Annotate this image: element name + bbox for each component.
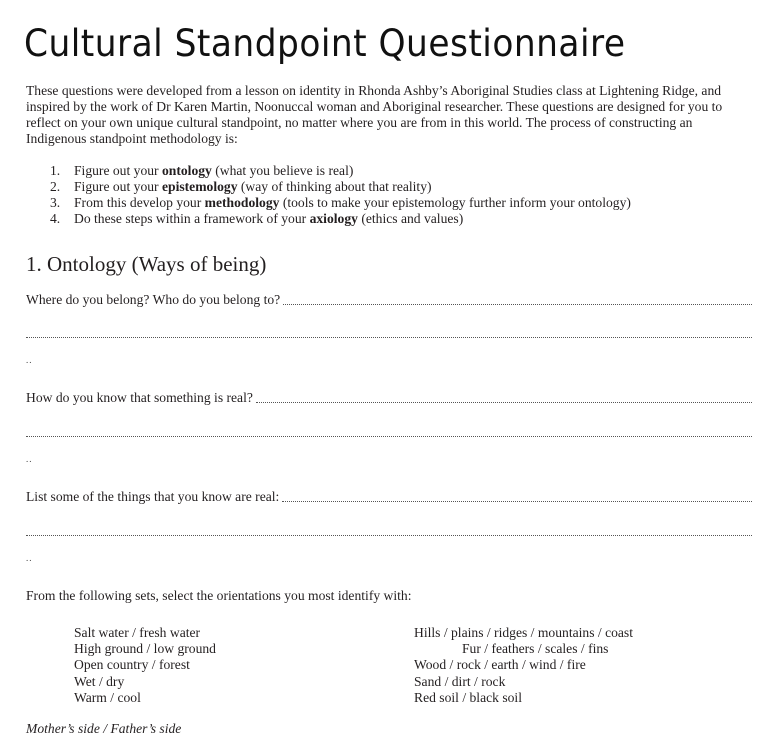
orientation-option[interactable]: Salt water / fresh water	[74, 625, 201, 640]
step-term: epistemology	[161, 179, 238, 194]
step-number: 3.	[50, 195, 61, 210]
orientation-option[interactable]: Red soil / black soil	[414, 689, 522, 705]
methodology-steps	[50, 163, 631, 227]
step-item	[50, 195, 631, 211]
orientation-option[interactable]: Fur / feathers / scales / fins	[462, 641, 609, 657]
step-text: Do these steps within a framework of your	[74, 211, 310, 226]
section-heading: 1. Ontology (Ways of being)	[26, 252, 267, 276]
intro-paragraph: These questions were developed from a lesson on identity in Rhonda Ashby’s Aboriginal Studies class at Lightening Ridge, and inspired by the work of Dr Karen Martin, Noonuccal woman and Aboriginal researcher. These questions are designed for you to reflect on your own unique cultural standpoint, no matter where you are from in this world. The process of constructing an Indigenous standpoint methodology is:	[26, 83, 723, 146]
step-text: (what you believe is real)	[211, 163, 354, 178]
question-belong	[26, 292, 752, 308]
orientations-left-list	[74, 625, 216, 706]
orientations-right-list	[414, 625, 633, 706]
orientation-option[interactable]: Warm / cool	[74, 689, 141, 705]
step-term: ontology	[161, 163, 212, 178]
step-number: 4.	[50, 211, 61, 226]
question-list-real	[26, 489, 752, 505]
answer-line[interactable]	[283, 303, 752, 305]
orientation-option[interactable]: Sand / dirt / rock	[414, 673, 506, 689]
answer-line[interactable]	[256, 401, 752, 403]
step-text: Figure out your	[74, 179, 162, 194]
orientation-option[interactable]: Wood / rock / earth / wind / fire	[414, 657, 586, 673]
step-text: Figure out your	[74, 163, 162, 178]
trailing-mark: ..	[26, 454, 33, 464]
lineage-option[interactable]: Mother’s side / Father’s side	[26, 721, 182, 736]
step-term: axiology	[309, 211, 358, 226]
trailing-mark: ..	[26, 553, 33, 563]
answer-line[interactable]	[282, 500, 752, 502]
orientation-option[interactable]: Wet / dry	[74, 673, 125, 689]
step-text: (ethics and values)	[357, 211, 464, 226]
step-term: methodology	[204, 195, 280, 210]
step-item	[50, 179, 631, 195]
trailing-mark: ..	[26, 355, 33, 365]
question-label: How do you know that something is real?	[26, 390, 253, 405]
step-text: From this develop your	[74, 195, 205, 210]
step-text: (way of thinking about that reality)	[237, 179, 432, 194]
orientation-option[interactable]: High ground / low ground	[74, 641, 216, 657]
question-label: Where do you belong? Who do you belong to?	[26, 292, 281, 307]
step-text: (tools to make your epistemology further inform your ontology)	[279, 195, 631, 210]
answer-line[interactable]	[26, 436, 752, 437]
step-number: 2.	[50, 179, 61, 194]
step-item	[50, 163, 631, 179]
step-number: 1.	[50, 163, 61, 178]
question-label: List some of the things that you know are real:	[26, 489, 280, 504]
orientation-option[interactable]: Hills / plains / ridges / mountains / coast	[414, 625, 633, 640]
answer-line[interactable]	[26, 337, 752, 338]
orientation-option[interactable]: Open country / forest	[74, 657, 190, 673]
orientation-prompt: From the following sets, select the orientations you most identify with:	[26, 588, 412, 603]
question-real	[26, 390, 752, 406]
answer-line[interactable]	[26, 535, 752, 536]
document-title: Cultural Standpoint Questionnaire	[24, 22, 626, 65]
step-item	[50, 211, 631, 227]
